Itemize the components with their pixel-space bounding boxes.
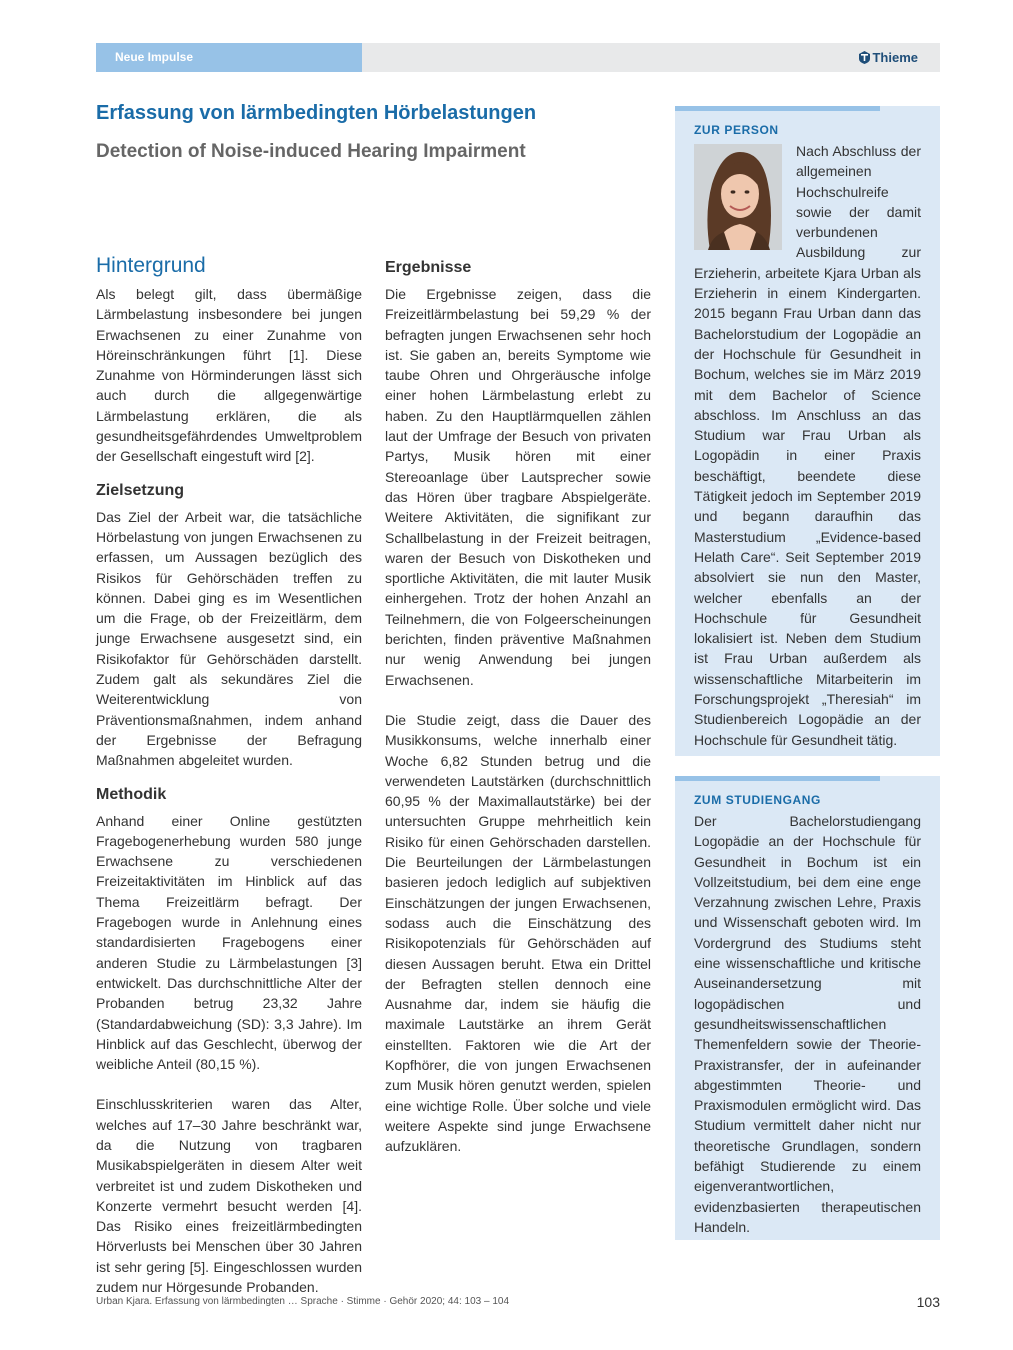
box-text-person: Nach Abschluss der allgemeinen Hochschulreife sowie der damit verbundenen Ausbildung zur Erzieherin, arbeitete Kjara Urban als Erzieherin in einem Kindergarten. 2015 begann Frau Urban dann das Bachelorstudium der Logopädie an der Hochschule für Gesundheit in Bochum, welches sie im März 2019 mit dem Bachelor of Science abschloss. Im Anschluss an das Studium war Frau Urban als Logopädin in einer Praxis beschäftigt, beendete diese Tätigkeit jedoch im September 2019 und begann daraufhin das Masterstudium „Evidence-based Helath Care“. Seit September 2019 absolviert sie nun den Master, welcher ebenfalls an der Hochschule für Gesundheit lokalisiert ist. Neben dem Studium ist Frau Urban außerdem als wissenschaftliche Mitarbeiterin im Forschungsprojekt „Theresiah“ im Studienbereich Logopädie an der Hochschule für Gesundheit tätig. bbox=[694, 143, 921, 748]
paragraph-ergebnisse-2: Die Studie zeigt, dass die Dauer des Musikkonsums, welche innerhalb einer Woche 6,82 Stunden betrug und die verwendeten Lautstärken (durchschnittlich 60,95 % der Maximallautstärke) bei der untersuchten Gruppe mehrheitlich kein Risiko für einen Gehörschaden darstellen. Die Beurteilungen der Lärmbelastungen basieren jedoch lediglich auf subjektiven Einschätzungen der jungen Erwachsenen, sodass auch die Einschätzung des Risikopotenzials für Gehörschäden auf diesen Aussagen beruht. Etwa ein Drittel der Befragten stellen dennoch eine Ausnahme dar, indem sie häufig die maximale Lautstärke an ihrem Gerät einstellten. Faktoren wie die Art der Kopfhörer, die von jungen Erwachsenen zum Musik hören genutzt werden, spielen eine wichtige Rolle. Über solche und viele weitere Aspekte sind junge Erwachsene aufzuklären. bbox=[385, 711, 651, 1155]
sidebar-box-studiengang bbox=[675, 776, 940, 1240]
sidebar-box-person bbox=[675, 106, 940, 756]
paragraph-methodik-2: Einschlusskriterien waren das Alter, welches auf 17–30 Jahre beschränkt war, da die Nutzung von tragbaren Musikabspielgeräten in diesem Alter weit verbreitet ist und zudem Diskotheken und Konzerte vermehrt besucht werden [4]. Das Risiko eines freizeitlärmbedingten Hörverlusts bei Menschen über 30 Jahren ist sehr gering [5]. Eingeschlossen wurden zudem nur Hörgesunde Probanden. bbox=[96, 1096, 362, 1296]
box-heading-studiengang: ZUM STUDIENGANG bbox=[694, 793, 821, 807]
heading-zielsetzung: Zielsetzung bbox=[96, 481, 185, 499]
box-text-studiengang: Der Bachelorstudiengang Logopädie an der Hochschule für Gesundheit in Bochum ist ein Vollzeitstudium, bei dem eine enge Verzahnung zwischen Lehre, Praxis und Wissenschaft geboten wird. Im Vordergrund des Studiums steht eine wissenschaftliche und kritische Auseinandersetzung mit logopädischen und gesundheitswissenschaftlichen Themenfeldern sowie der Theorie-Praxistransfer, der in aufeinander abgestimmten Theorie- und Praxismodulen ermöglicht wird. Das Studium vermittelt daher nicht nur theoretische Grundlagen, sondern befähigt Studierende zu einem eigenverantwortlichen, evidenzbasierten therapeutischen Handeln. bbox=[694, 813, 921, 1235]
paragraph-methodik-1: Anhand einer Online gestützten Fragebogenerhebung wurden 580 junge Erwachsene zu verschiedenen Freizeitaktivitäten im Hinblick auf das Thema Freizeitlärm befragt. Der Fragebogen wurde in Anlehnung eines standardisierten Fragebogens einer anderen Studie zu Lärmbelastungen [3] entwickelt. Das durchschnittliche Alter der Probanden betrug 23,32 Jahre (Standardabweichung (SD): 3,3 Jahre). Im Hinblick auf das Geschlecht, überwog der weibliche Anteil (80,15 %). bbox=[96, 812, 362, 1073]
heading-hintergrund: Hintergrund bbox=[96, 254, 206, 277]
header-bar bbox=[96, 43, 940, 72]
section-tag: Neue Impulse bbox=[96, 43, 362, 72]
paragraph-ergebnisse-1: Die Ergebnisse zeigen, dass die Freizeitlärmbelastung bei 59,29 % der befragten jungen Erwachsenen sehr hoch ist. Sie gaben an, bereits Symptome wie taube Ohren und Ohrgeräusche infolge einer hohen Lärmbelastung erlebt zu haben. Zu den Hauptlärmquellen zählen laut der Umfrage der Besuch von privaten Partys, Musik hören mit einer Stereoanlage über Lautsprecher sowie das Hören über tragbare Abspielgeräte. Weitere Aktivitäten, die signifikant zur Schallbelastung in der Freizeit beitragen, waren der Besuch von Diskotheken und sportliche Aktivitäten, die mit lauter Musik einhergehen. Trotz der hohen Anzahl an Teilnehmern, die von Folgeerscheinungen berichten, finden präventive Maßnahmen nur wenig Anwendung bei jungen Erwachsenen. bbox=[385, 286, 651, 688]
paragraph-hintergrund: Als belegt gilt, dass übermäßige Lärmbelastung insbesondere bei jungen Erwachsenen zu einer Zunahme von Höreinschränkungen führt [1]. Diese Zunahme von Hörminderungen lässt sich auch durch die allgegenwärtige Lärmbelastung erklären, die als gesundheitsgefährdendes Umweltproblem der Gesellschaft eingestuft wird [2]. bbox=[96, 286, 362, 465]
article-column-left bbox=[96, 246, 362, 1297]
paragraph-zielsetzung: Das Ziel der Arbeit war, die tatsächliche Hörbelastung von jungen Erwachsenen zu erfassen, um Aussagen bezüglich des Risikos für Gehörschäden treffen zu können. Dabei ging es im Wesentlichen um die Frage, ob der Freizeitlärm, dem junge Erwachsene ausgesetzt sind, ein Risikofaktor für Gehörschäden darstellt. Zudem galt als sekundäres Ziel die Weiterentwicklung von Präventionsmaßnahmen, indem anhand der Ergebnisse der Befragung Maßnahmen abgeleitet wurden. bbox=[96, 508, 362, 769]
publisher-logo bbox=[859, 43, 918, 72]
article-column-middle bbox=[385, 246, 651, 1156]
article-subtitle: Detection of Noise-induced Hearing Impairment bbox=[96, 141, 526, 162]
box-heading-person: ZUR PERSON bbox=[694, 123, 779, 137]
page-number: 103 bbox=[916, 1294, 940, 1310]
heading-ergebnisse: Ergebnisse bbox=[385, 259, 472, 276]
box-accent-line bbox=[675, 776, 880, 781]
publisher-name: Thieme bbox=[872, 50, 918, 65]
article-title: Erfassung von lärmbedingten Hörbelastungen bbox=[96, 102, 537, 124]
box-accent-line bbox=[675, 106, 880, 111]
thieme-logo-icon bbox=[859, 51, 870, 64]
heading-methodik: Methodik bbox=[96, 785, 167, 803]
footer-citation: Urban Kjara. Erfassung von lärmbedingten … Sprache · Stimme · Gehör 2020; 44: 103 – 104 bbox=[96, 1296, 510, 1307]
author-portrait bbox=[694, 144, 782, 250]
